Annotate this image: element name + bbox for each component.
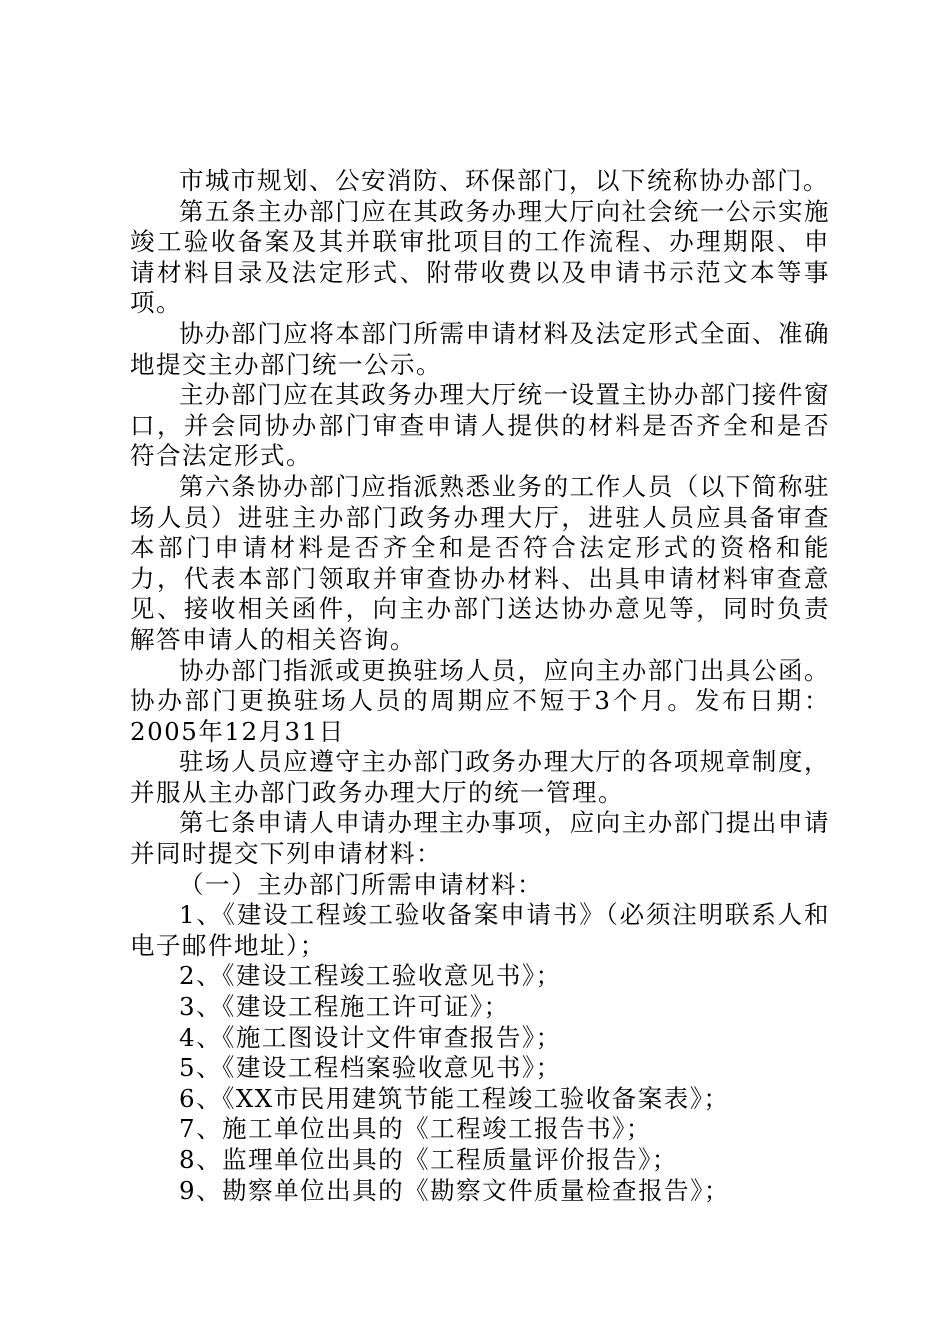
paragraph: 市城市规划、公安消防、环保部门，以下统称协办部门。: [179, 166, 829, 195]
list-item: 9、勘察单位出具的《勘察文件质量检查报告》；: [179, 1175, 730, 1205]
list-item: 1、《建设工程竣工验收备案申请书》（必须注明联系人和电子邮件地址）；: [130, 900, 830, 960]
list-heading: （一）主办部门所需申请材料：: [179, 869, 543, 899]
list-item: 5、《建设工程档案验收意见书》；: [179, 1053, 562, 1083]
paragraph: 第六条协办部门应指派熟悉业务的工作人员（以下简称驻场人员）进驻主办部门政务办理大厅，进驻人员应具备审查本部门申请材料是否齐全和是否符合法定形式的资格和能力，代表本部门领取并审查协办材料、出具申请材料审查意见、接收相关函件，向主办部门送达协办意见等，同时负责解答申请人的相关咨询。: [130, 471, 830, 654]
list-item: 7、施工单位出具的《工程竣工报告书》；: [179, 1114, 652, 1144]
list-item: 6、《XX市民用建筑节能工程竣工验收备案表》；: [179, 1083, 730, 1113]
paragraph: 驻场人员应遵守主办部门政务办理大厅的各项规章制度，并服从主办部门政务办理大厅的统一管理。: [130, 747, 830, 807]
document-body: [130, 166, 830, 1206]
paragraph: 主办部门应在其政务办理大厅统一设置主协办部门接件窗口，并会同协办部门审查申请人提供的材料是否齐全和是否符合法定形式。: [130, 380, 830, 471]
paragraph: 第七条申请人申请办理主办事项，应向主办部门提出申请并同时提交下列申请材料：: [130, 808, 830, 869]
list-item: 3、《建设工程施工许可证》；: [179, 992, 510, 1022]
list-item: 8、监理单位出具的《工程质量评价报告》；: [179, 1145, 678, 1174]
paragraph: 第五条主办部门应在其政务办理大厅向社会统一公示实施竣工验收备案及其并联审批项目的工作流程、办理期限、申请材料目录及法定形式、附带收费以及申请书示范文本等事项。: [130, 196, 830, 318]
list-item: 2、《建设工程竣工验收意见书》；: [179, 961, 562, 991]
paragraph: 协办部门指派或更换驻场人员，应向主办部门出具公函。协办部门更换驻场人员的周期应不短于3个月。发布日期：2005年12月31日: [130, 655, 830, 746]
paragraph: 协办部门应将本部门所需申请材料及法定形式全面、准确地提交主办部门统一公示。: [130, 318, 830, 379]
list-item: 4、《施工图设计文件审查报告》；: [179, 1022, 562, 1052]
